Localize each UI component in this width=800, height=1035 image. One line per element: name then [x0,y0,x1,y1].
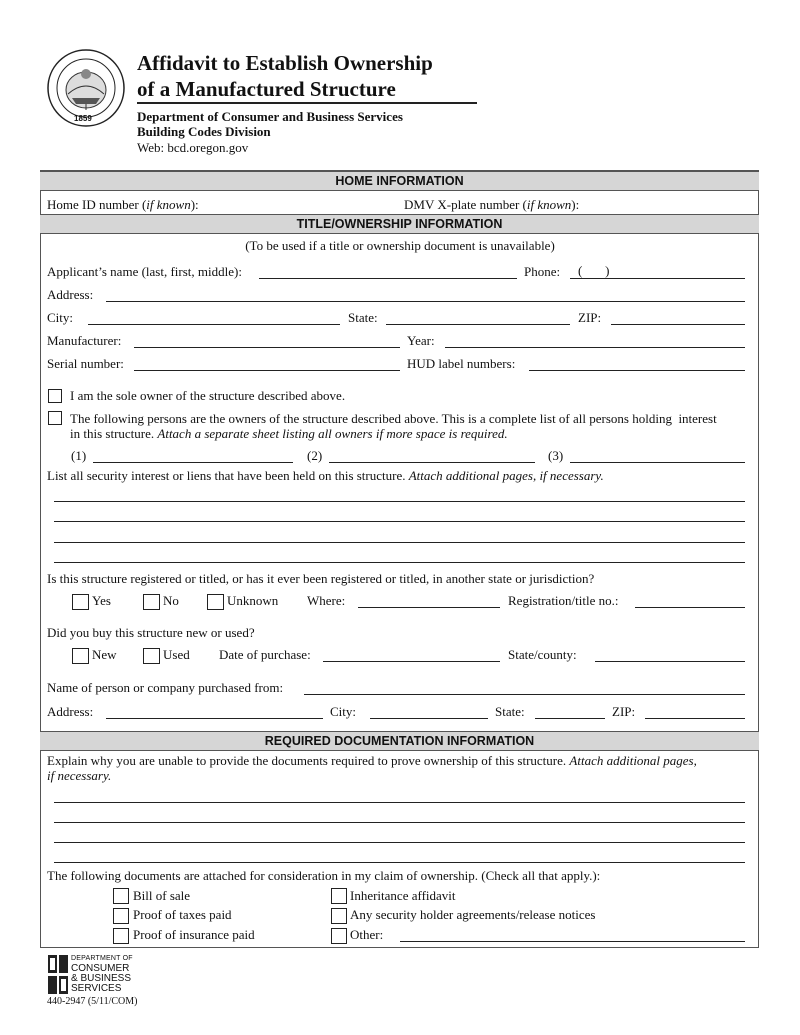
serial-number-label: Serial number: [47,356,124,371]
proof-taxes-label: Proof of taxes paid [133,907,232,922]
logo-text-2: CONSUMER [71,963,130,974]
logo-text-3: & BUSINESS [71,973,132,984]
seller-zip-label: ZIP: [612,704,636,719]
registered-yes-checkbox[interactable] [72,594,89,610]
sole-owner-label: I am the sole owner of the structure described above. [70,388,346,403]
owner-3-label: (3) [548,448,564,463]
registration-no-field[interactable] [635,607,745,608]
used-checkbox[interactable] [143,648,160,664]
seller-address-label: Address: [47,704,94,719]
bill-of-sale-label: Bill of sale [133,888,191,903]
explain-line-4[interactable] [54,862,745,863]
security-holder-label: Any security holder agreements/release notices [350,907,596,922]
multiple-owners-checkbox[interactable] [48,411,62,425]
attached-docs-label: The following documents are attached for consideration in my claim of ownership. (Check all that apply.): [47,868,601,883]
purchased-from-label: Name of person or company purchased from: [47,680,284,695]
seller-state-label: State: [495,704,525,719]
explain-label-2: if necessary. [47,768,112,783]
registration-no-label: Registration/title no.: [508,593,619,608]
liens-line-4[interactable] [54,562,745,563]
sole-owner-checkbox[interactable] [48,389,62,403]
dmv-plate-field[interactable] [578,196,748,212]
state-county-field[interactable] [595,661,745,662]
registered-question: Is this structure registered or titled, or has it ever been registered or titled, in another state or jurisdiction? [47,571,595,586]
inheritance-label: Inheritance affidavit [350,888,456,903]
date-of-purchase-field[interactable] [323,661,500,662]
registered-yes-label: Yes [92,593,111,608]
owner-1-label: (1) [71,448,87,463]
form-number: 440-2947 (5/11/COM) [47,996,138,1007]
new-label: New [92,647,117,662]
seller-zip-field[interactable] [645,718,745,719]
bill-of-sale-checkbox[interactable] [113,888,129,904]
purchased-from-field[interactable] [304,694,745,695]
new-checkbox[interactable] [72,648,89,664]
inheritance-checkbox[interactable] [331,888,347,904]
page-title-line1: Affidavit to Establish Ownership [137,51,433,75]
year-label: Year: [407,333,435,348]
seller-address-field[interactable] [106,718,323,719]
city-field[interactable] [88,324,340,325]
dmv-plate-label: DMV X-plate number (if known): [404,197,580,212]
seller-city-field[interactable] [370,718,488,719]
seal-year: 1859 [74,114,92,123]
seller-city-label: City: [330,704,357,719]
owner-2-label: (2) [307,448,323,463]
section-title-ownership: TITLE/OWNERSHIP INFORMATION [40,214,759,234]
phone-label: Phone: [524,264,561,279]
multiple-owners-label: The following persons are the owners of the structure described above. This is a complete list of all persons holding interest [70,411,717,426]
applicant-name-label: Applicant’s name (last, first, middle): [47,264,242,279]
explain-label: Explain why you are unable to provide the documents required to prove ownership of this structure. Attach additional pages, [47,753,697,768]
phone-area-code: ( ) [578,263,610,278]
zip-field[interactable] [611,324,745,325]
logo-text-1: DEPARTMENT OF [71,955,133,962]
state-county-label: State/county: [508,647,577,662]
other-label: Other: [350,927,384,942]
year-field[interactable] [445,347,745,348]
seller-state-field[interactable] [535,718,605,719]
state-label: State: [348,310,378,325]
explain-line-3[interactable] [54,842,745,843]
title-note: (To be used if a title or ownership document is unavailable) [245,238,555,253]
registered-no-checkbox[interactable] [143,594,160,610]
page-title-line2: of a Manufactured Structure [137,77,396,101]
applicant-name-field[interactable] [259,278,517,279]
date-of-purchase-label: Date of purchase: [219,647,311,662]
address-field[interactable] [106,301,745,302]
manufacturer-label: Manufacturer: [47,333,122,348]
registered-no-label: No [163,593,179,608]
home-id-field[interactable] [212,196,372,212]
liens-line-1[interactable] [54,501,745,502]
state-field[interactable] [386,324,570,325]
where-label: Where: [307,593,346,608]
title-rule [137,102,477,104]
division-name: Building Codes Division [137,124,271,139]
multiple-owners-label-2: in this structure. Attach a separate sheet listing all owners if more space is required. [70,426,508,441]
form-frame [40,170,759,948]
dcbs-logo-icon [47,954,69,996]
manufacturer-field[interactable] [134,347,400,348]
city-label: City: [47,310,74,325]
owner-1-field[interactable] [93,462,293,463]
hud-label-label: HUD label numbers: [407,356,516,371]
registered-unknown-checkbox[interactable] [207,594,224,610]
department-name: Department of Consumer and Business Services [137,109,403,124]
other-field[interactable] [400,941,745,942]
proof-insurance-checkbox[interactable] [113,928,129,944]
owner-2-field[interactable] [329,462,535,463]
registered-unknown-label: Unknown [227,593,279,608]
web-address: Web: bcd.oregon.gov [137,140,249,155]
liens-line-2[interactable] [54,521,745,522]
zip-label: ZIP: [578,310,602,325]
state-seal [46,48,126,128]
where-field[interactable] [358,607,500,608]
dcbs-logo [47,954,147,996]
used-label: Used [163,647,190,662]
logo-text-4: SERVICES [71,983,122,994]
section-home-information: HOME INFORMATION [40,171,759,191]
explain-line-2[interactable] [54,822,745,823]
new-used-question: Did you buy this structure new or used? [47,625,255,640]
liens-label: List all security interest or liens that have been held on this structure. Attach additional pages, if necessary. [47,468,604,483]
explain-line-1[interactable] [54,802,745,803]
serial-number-field[interactable] [134,370,400,371]
liens-line-3[interactable] [54,542,745,543]
proof-insurance-label: Proof of insurance paid [133,927,255,942]
security-holder-checkbox[interactable] [331,908,347,924]
address-label: Address: [47,287,94,302]
owner-3-field[interactable] [570,462,745,463]
hud-label-field[interactable] [529,370,745,371]
proof-taxes-checkbox[interactable] [113,908,129,924]
other-checkbox[interactable] [331,928,347,944]
section-required-documentation: REQUIRED DOCUMENTATION INFORMATION [40,731,759,751]
home-id-label: Home ID number (if known): [47,197,199,212]
